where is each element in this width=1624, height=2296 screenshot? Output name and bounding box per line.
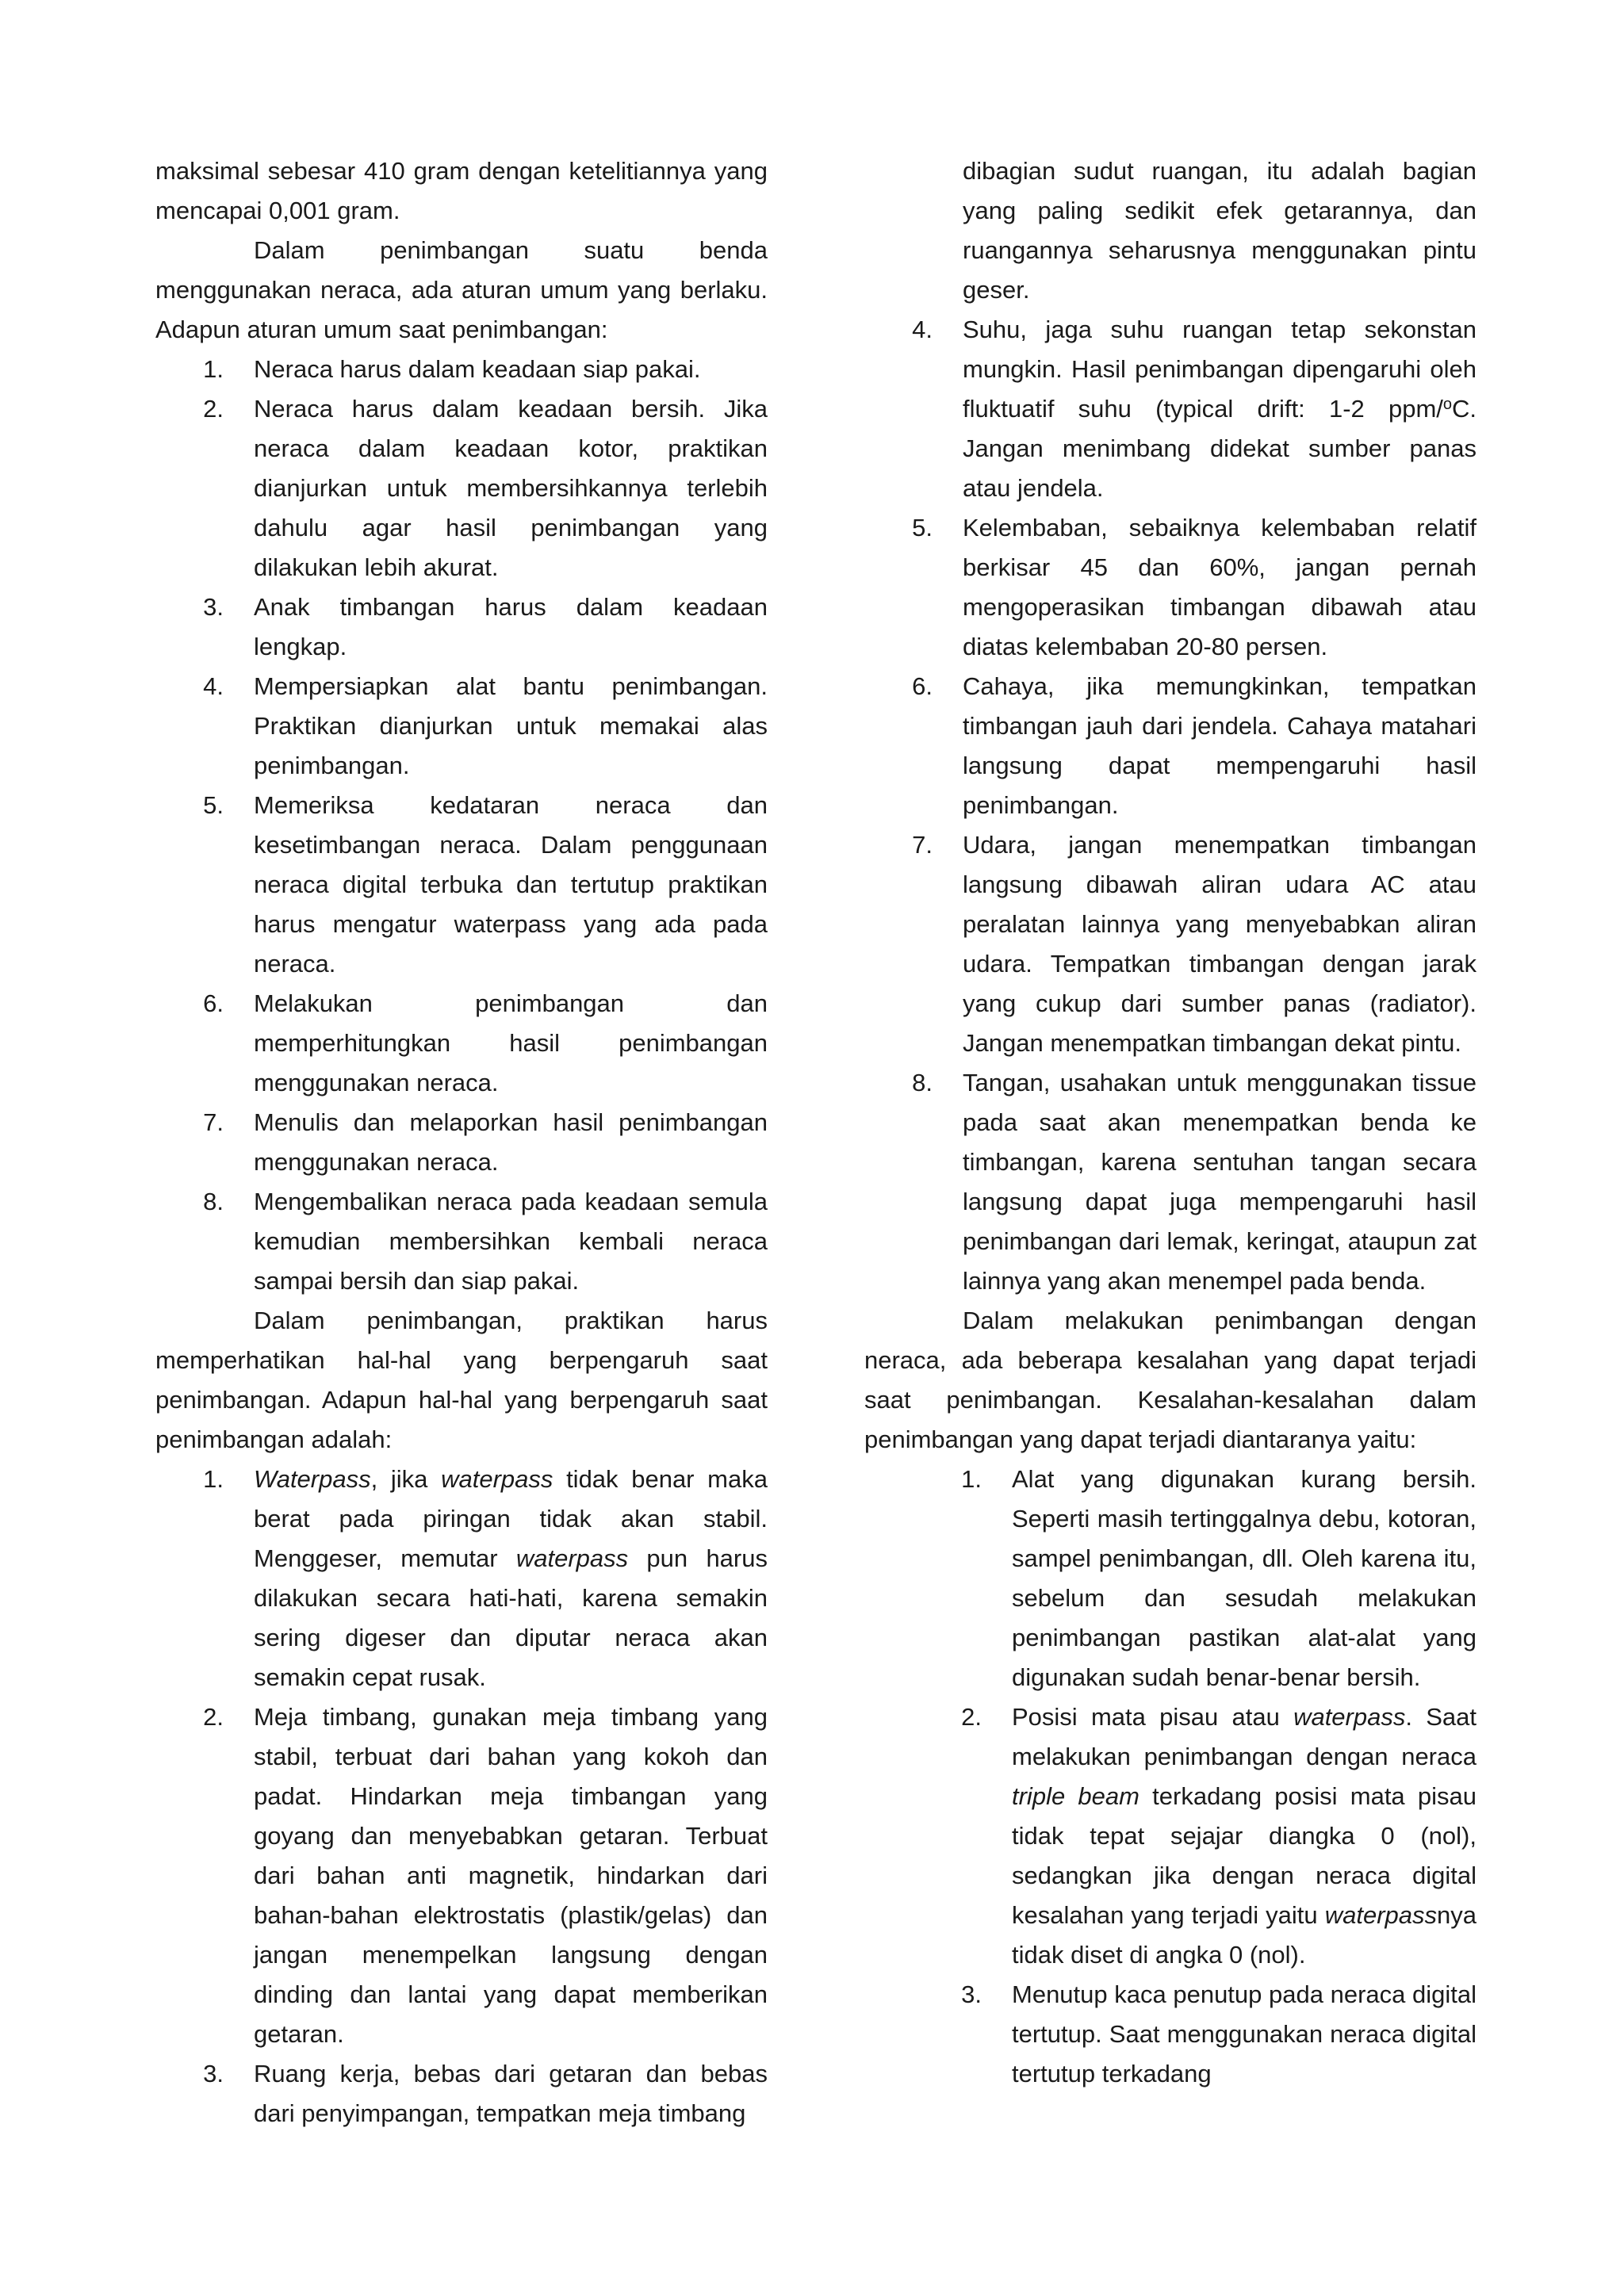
list-item: 2. Meja timbang, gunakan meja timbang yang stabil, terbuat dari bahan yang kokoh dan padat. Hindarkan meja timbangan yang goyang dan menyebabkan getaran. Terbuat dari bahan anti magnetik, hindarkan dari bahan-bahan elektrostatis (plastik/gelas) dan jangan menempelkan langsung dengan dinding dan lantai yang dapat memberikan getaran. <box>203 1703 768 2048</box>
factor3-continuation: dibagian sudut ruangan, itu adalah bagian yang paling sedikit efek getarannya, dan ruangannya seharusnya menggunakan pintu geser. <box>963 157 1477 304</box>
general-rules-list <box>155 350 768 1301</box>
errors-intro-paragraph: Dalam melakukan penimbangan dengan neraca, ada beberapa kesalahan yang dapat terjadi saat penimbangan. Kesalahan-kesalahan dalam penimbangan yang dapat terjadi diantaranya yaitu: <box>864 1307 1477 1453</box>
list-item: 4. Suhu, jaga suhu ruangan tetap sekonstan mungkin. Hasil penimbangan dipengaruhi oleh fluktuatif suhu (typical drift: 1-2 ppm/$^o$C. Jangan menimbang didekat sumber panas atau jendela. <box>912 316 1477 502</box>
list-item: 5. Memeriksa kedataran neraca dan kesetimbangan neraca. Dalam penggunaan neraca digital terbuka dan tertutup praktikan harus mengatur waterpass yang ada pada neraca. <box>203 791 768 978</box>
list-item: 7. Menulis dan melaporkan hasil penimbangan menggunakan neraca. <box>203 1108 768 1176</box>
list-item: 1. Alat yang digunakan kurang bersih. Seperti masih tertinggalnya debu, kotoran, sampel penimbangan, dll. Oleh karena itu, sebelum dan sesudah melakukan penimbangan pastikan alat-alat yang digunakan sudah benar-benar bersih. <box>961 1465 1477 1691</box>
list-item: 2. Posisi mata pisau atau waterpass. Saat melakukan penimbangan dengan neraca triple beam terkadang posisi mata pisau tidak tepat sejajar diangka 0 (nol), sedangkan jika dengan neraca digital kesalahan yang terjadi yaitu waterpassnya tidak diset di angka 0 (nol). <box>961 1703 1477 1969</box>
influencing-factors-list <box>155 1460 768 2133</box>
list-item: 3. Menutup kaca penutup pada neraca digital tertutup. Saat menggunakan neraca digital tertutup terkadang <box>961 1980 1477 2087</box>
list-item: 3. Ruang kerja, bebas dari getaran dan bebas dari penyimpangan, tempatkan meja timbang <box>203 2060 768 2127</box>
factors-intro-paragraph: Dalam penimbangan, praktikan harus memperhatikan hal-hal yang berpengaruh saat penimbangan. Adapun hal-hal yang berpengaruh saat penimbangan adalah: <box>155 1307 768 1453</box>
weighing-errors-list <box>864 1460 1477 2094</box>
list-item: 6. Melakukan penimbangan dan memperhitungkan hasil penimbangan menggunakan neraca. <box>203 989 768 1096</box>
intro-paragraph: maksimal sebesar 410 gram dengan ketelitiannya yang mencapai 0,001 gram. <box>155 157 768 224</box>
list-item: 1. Waterpass, jika waterpass tidak benar maka berat pada piringan tidak akan stabil. Menggeser, memutar waterpass pun harus dilakukan secara hati-hati, karena semakin sering digeser dan diputar neraca akan semakin cepat rusak. <box>203 1465 768 1691</box>
list-item: 8. Mengembalikan neraca pada keadaan semula kemudian membersihkan kembali neraca sampai bersih dan siap pakai. <box>203 1188 768 1295</box>
influencing-factors-list-continued <box>864 310 1477 1301</box>
list-item: 5. Kelembaban, sebaiknya kelembaban relatif berkisar 45 dan 60%, jangan pernah mengoperasikan timbangan dibawah atau diatas kelembaban 20-80 persen. <box>912 514 1477 660</box>
list-item: 1. Neraca harus dalam keadaan siap pakai. <box>203 355 701 383</box>
list-item: 3. Anak timbangan harus dalam keadaan lengkap. <box>203 593 768 660</box>
list-item: 2. Neraca harus dalam keadaan bersih. Jika neraca dalam keadaan kotor, praktikan dianjurkan untuk membersihkannya terlebih dahulu agar hasil penimbangan yang dilakukan lebih akurat. <box>203 395 768 581</box>
list-item: 4. Mempersiapkan alat bantu penimbangan. Praktikan dianjurkan untuk memakai alas penimbangan. <box>203 672 768 779</box>
list-item: 8. Tangan, usahakan untuk menggunakan tissue pada saat akan menempatkan benda ke timbangan, karena sentuhan tangan secara langsung dapat juga mempengaruhi hasil penimbangan dari lemak, keringat, ataupun zat lainnya yang akan menempel pada benda. <box>912 1069 1477 1295</box>
rules-intro-paragraph: Dalam penimbangan suatu benda menggunakan neraca, ada aturan umum yang berlaku. Adapun aturan umum saat penimbangan: <box>155 236 768 343</box>
list-item: 7. Udara, jangan menempatkan timbangan langsung dibawah aliran udara AC atau peralatan lainnya yang menyebabkan aliran udara. Tempatkan timbangan dengan jarak yang cukup dari sumber panas (radiator). Jangan menempatkan timbangan dekat pintu. <box>912 831 1477 1057</box>
right-column <box>864 151 1477 2094</box>
left-column <box>155 151 768 2133</box>
list-item: 6. Cahaya, jika memungkinkan, tempatkan timbangan jauh dari jendela. Cahaya matahari langsung dapat mempengaruhi hasil penimbangan. <box>912 672 1477 819</box>
